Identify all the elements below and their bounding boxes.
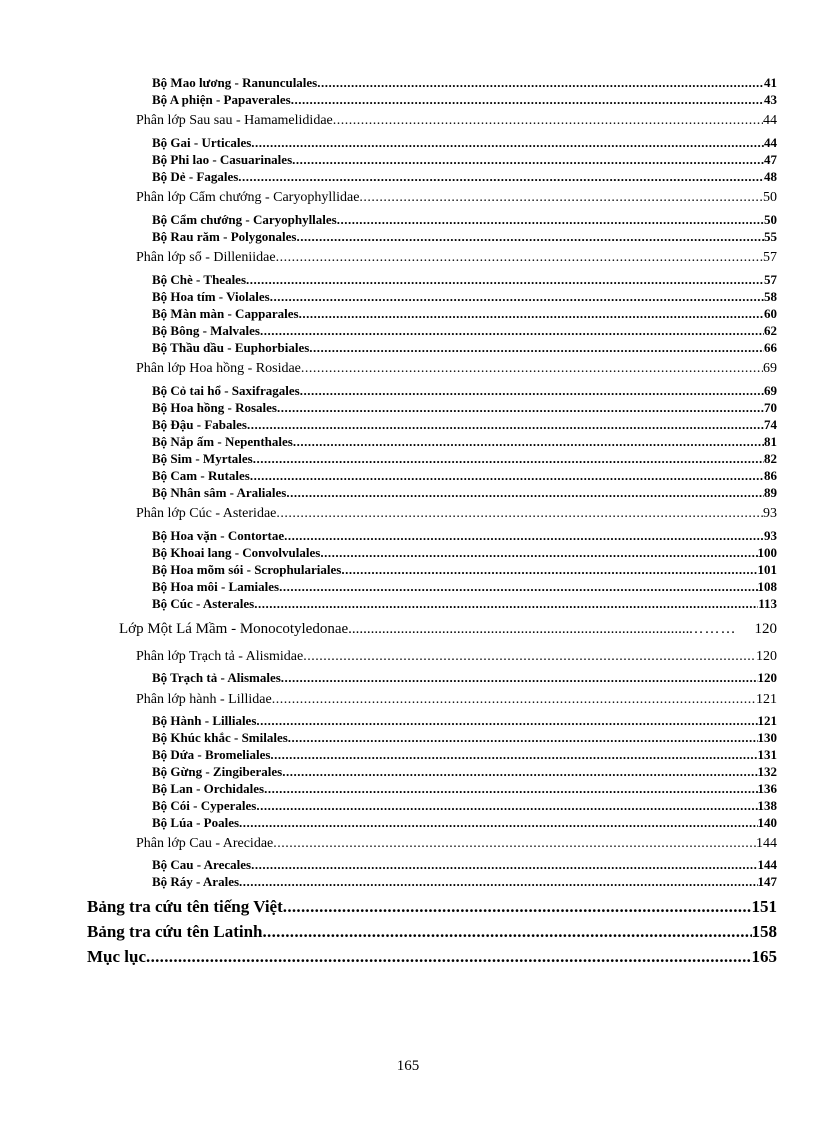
toc-entry-page: 69 xyxy=(763,361,777,376)
toc-order-entry[interactable] xyxy=(152,306,777,322)
toc-entry-label: Bộ Đậu - Fabales xyxy=(152,417,247,432)
toc-entry-label: Bộ Cỏ tai hổ - Saxifragales xyxy=(152,383,300,398)
toc-subclass-entry[interactable] xyxy=(136,649,777,665)
toc-entry-page: 66 xyxy=(764,340,777,355)
toc-subclass-entry[interactable] xyxy=(136,250,777,266)
toc-entry-label: Bộ Thầu dầu - Euphorbiales xyxy=(152,340,310,355)
toc-order-entry[interactable] xyxy=(152,798,777,814)
toc-order-entry[interactable] xyxy=(152,596,777,612)
toc-entry-page: 47 xyxy=(764,152,777,167)
toc-order-entry[interactable] xyxy=(152,152,777,168)
toc-order-entry[interactable] xyxy=(152,874,777,890)
toc-dot-leader xyxy=(281,670,758,686)
toc-entry-label: Bộ Bông - Malvales xyxy=(152,323,260,338)
toc-dot-leader xyxy=(283,897,752,917)
toc-order-entry[interactable] xyxy=(152,857,777,873)
toc-entry-page: 132 xyxy=(757,764,777,779)
toc-dot-leader xyxy=(253,451,764,467)
toc-dot-leader xyxy=(299,306,764,322)
toc-entry-label: Bộ Gai - Urticales xyxy=(152,135,252,150)
toc-section-entry[interactable] xyxy=(87,947,777,967)
toc-entry-label: Phân lớp Sau sau - Hamamelididae xyxy=(136,113,333,128)
toc-dot-leader xyxy=(256,713,757,729)
toc-entry-page: 113 xyxy=(758,596,777,611)
toc-dot-leader xyxy=(309,340,764,356)
toc-dot-leader xyxy=(292,152,764,168)
toc-entry-page: 121 xyxy=(756,692,777,707)
toc-entry-page: 93 xyxy=(763,506,777,521)
toc-order-entry[interactable] xyxy=(152,579,777,595)
toc-dot-leader xyxy=(296,229,764,245)
toc-subclass-entry[interactable] xyxy=(136,190,777,206)
toc-entry-label: Phân lớp Trạch tả - Alismidae xyxy=(136,649,304,664)
toc-dot-leader xyxy=(282,764,757,780)
toc-subclass-entry[interactable] xyxy=(136,361,777,377)
toc-entry-page: 43 xyxy=(764,92,777,107)
toc-entry-label: Phân lớp sổ - Dilleniidae xyxy=(136,250,276,265)
toc-entry-label: Bộ Cẩm chướng - Caryophyllales xyxy=(152,212,337,227)
toc-order-entry[interactable] xyxy=(152,713,777,729)
toc-entry-page: 57 xyxy=(764,272,777,287)
toc-subclass-entry[interactable] xyxy=(136,836,777,852)
toc-dot-leader xyxy=(263,922,752,942)
toc-dot-leader xyxy=(337,212,764,228)
toc-entry-label: Bộ Hành - Lilliales xyxy=(152,713,257,728)
toc-entry-page: 41 xyxy=(764,75,777,90)
toc-entry-page: 86 xyxy=(764,468,777,483)
toc-entry-label: Bộ Cói - Cyperales xyxy=(152,798,257,813)
toc-dot-leader xyxy=(301,361,763,377)
toc-entry-label: Phân lớp hành - Lillidae xyxy=(136,692,272,707)
toc-entry-label: Bộ Hoa vặn - Contortae xyxy=(152,528,285,543)
toc-order-entry[interactable] xyxy=(152,434,777,450)
toc-order-entry[interactable] xyxy=(152,764,777,780)
toc-dot-leader xyxy=(341,562,757,578)
toc-entry-label: Bộ Hoa môi - Lamiales xyxy=(152,579,280,594)
toc-dot-leader xyxy=(293,434,764,450)
toc-section-entry[interactable] xyxy=(87,922,777,942)
toc-entry-page: 74 xyxy=(764,417,777,432)
toc-leader-tail: ……… xyxy=(688,621,737,637)
toc-entry-label: Phân lớp Cúc - Asteridae xyxy=(136,506,277,521)
toc-order-entry[interactable] xyxy=(152,528,777,544)
toc-entry-page: 69 xyxy=(764,383,777,398)
toc-entry-page: 44 xyxy=(764,135,777,150)
toc-order-entry[interactable] xyxy=(152,670,777,686)
toc-dot-leader xyxy=(291,92,764,108)
toc-order-entry[interactable] xyxy=(152,730,777,746)
toc-entry-page: 55 xyxy=(764,229,777,244)
toc-dot-leader xyxy=(256,798,757,814)
toc-dot-leader xyxy=(239,874,757,890)
toc-dot-leader xyxy=(251,857,757,873)
toc-entry-label: Lớp Một Lá Mầm - Monocotyledonae xyxy=(119,621,349,637)
toc-entry-page: 62 xyxy=(764,323,777,338)
toc-dot-leader xyxy=(348,621,688,638)
toc-entry-label: Bảng tra cứu tên Latinh xyxy=(87,922,263,941)
toc-order-entry[interactable] xyxy=(152,75,777,91)
toc-entry-label: Bộ Khoai lang - Convolvulales xyxy=(152,545,321,560)
toc-entry-page: 138 xyxy=(757,798,777,813)
toc-dot-leader xyxy=(276,250,763,266)
toc-dot-leader xyxy=(288,730,758,746)
toc-entry-page: 89 xyxy=(764,485,777,500)
toc-order-entry[interactable] xyxy=(152,747,777,763)
toc-order-entry[interactable] xyxy=(152,485,777,501)
page-number: 165 xyxy=(396,1058,420,1074)
toc-order-entry[interactable] xyxy=(152,815,777,831)
toc-order-entry[interactable] xyxy=(152,417,777,433)
toc-entry-page: 136 xyxy=(757,781,777,796)
toc-dot-leader xyxy=(300,383,764,399)
toc-order-entry[interactable] xyxy=(152,545,777,561)
toc-entry-label: Bộ Cúc - Asterales xyxy=(152,596,255,611)
toc-entry-page: 120 xyxy=(754,621,777,637)
toc-entry-label: Bộ Gừng - Zingiberales xyxy=(152,764,283,779)
toc-entry-page: 120 xyxy=(757,670,777,685)
toc-dot-leader xyxy=(270,747,757,763)
toc-entry-page: 151 xyxy=(751,897,777,916)
toc-order-entry[interactable] xyxy=(152,272,777,288)
toc-dot-leader xyxy=(277,400,764,416)
toc-dot-leader xyxy=(303,649,756,665)
toc-entry-page: 50 xyxy=(763,190,777,205)
toc-dot-leader xyxy=(359,190,763,206)
toc-entry-page: 108 xyxy=(757,579,777,594)
toc-entry-page: 81 xyxy=(764,434,777,449)
toc-dot-leader xyxy=(270,289,764,305)
toc-order-entry[interactable] xyxy=(152,135,777,151)
toc-dot-leader xyxy=(286,485,764,501)
toc-entry-label: Bộ Lúa - Poales xyxy=(152,815,240,830)
toc-subclass-entry[interactable] xyxy=(136,113,777,129)
toc-entry-label: Bộ Lan - Orchidales xyxy=(152,781,265,796)
toc-dot-leader xyxy=(276,506,763,522)
toc-entry-page: 147 xyxy=(757,874,777,889)
toc-order-entry[interactable] xyxy=(152,451,777,467)
toc-dot-leader xyxy=(279,579,757,595)
toc-order-entry[interactable] xyxy=(152,468,777,484)
toc-dot-leader xyxy=(146,947,751,967)
toc-entry-page: 131 xyxy=(757,747,777,762)
toc-subclass-entry[interactable] xyxy=(136,506,777,522)
toc-entry-label: Bộ Sim - Myrtales xyxy=(152,451,253,466)
toc-entry-page: 120 xyxy=(756,649,777,664)
toc-subclass-entry[interactable] xyxy=(136,692,777,708)
toc-entry-label: Bộ Hoa tím - Violales xyxy=(152,289,270,304)
toc-entry-label: Phân lớp Cẩm chướng - Caryophyllidae xyxy=(136,190,360,205)
toc-entry-label: Bộ Dứa - Bromeliales xyxy=(152,747,271,762)
toc-order-entry[interactable] xyxy=(152,400,777,416)
toc-dot-leader xyxy=(251,135,764,151)
toc-order-entry[interactable] xyxy=(152,169,777,185)
toc-entry-page: 165 xyxy=(751,947,777,966)
toc-entry-label: Bộ Cau - Arecales xyxy=(152,857,252,872)
toc-entry-label: Bộ Hoa hồng - Rosales xyxy=(152,400,277,415)
toc-dot-leader xyxy=(317,75,764,91)
toc-entry-label: Bộ Trạch tả - Alismales xyxy=(152,670,281,685)
toc-entry-page: 57 xyxy=(763,250,777,265)
toc-order-entry[interactable] xyxy=(152,229,777,245)
toc-entry-page: 144 xyxy=(756,836,777,851)
toc-entry-page: 101 xyxy=(757,562,777,577)
toc-entry-page: 100 xyxy=(757,545,777,560)
toc-dot-leader xyxy=(239,815,757,831)
toc-entry-label: Bộ Mao lương - Ranunculales xyxy=(152,75,318,90)
toc-class-entry[interactable] xyxy=(119,621,777,638)
toc-entry-page: 130 xyxy=(757,730,777,745)
toc-entry-page: 140 xyxy=(757,815,777,830)
toc-entry-label: Bộ Nhân sâm - Araliales xyxy=(152,485,287,500)
toc-dot-leader xyxy=(264,781,757,797)
toc-entry-label: Bộ Cam - Rutales xyxy=(152,468,250,483)
toc-order-entry[interactable] xyxy=(152,781,777,797)
toc-order-entry[interactable] xyxy=(152,562,777,578)
toc-entry-label: Phân lớp Hoa hồng - Rosidae xyxy=(136,361,301,376)
toc-entry-page: 44 xyxy=(763,113,777,128)
toc-dot-leader xyxy=(320,545,757,561)
toc-order-entry[interactable] xyxy=(152,323,777,339)
toc-entry-page: 82 xyxy=(764,451,777,466)
toc-entry-page: 121 xyxy=(757,713,777,728)
toc-dot-leader xyxy=(247,417,764,433)
toc-entry-page: 70 xyxy=(764,400,777,415)
toc-entry-label: Bộ Màn màn - Capparales xyxy=(152,306,299,321)
toc-entry-page: 60 xyxy=(764,306,777,321)
toc-dot-leader xyxy=(272,692,756,708)
toc-order-entry[interactable] xyxy=(152,289,777,305)
toc-dot-leader xyxy=(250,468,764,484)
toc-entry-label: Bảng tra cứu tên tiếng Việt xyxy=(87,897,283,916)
toc-entry-label: Bộ Hoa mõm sói - Scrophulariales xyxy=(152,562,342,577)
toc-entry-page: 93 xyxy=(764,528,777,543)
toc-entry-page: 158 xyxy=(751,922,777,941)
toc-entry-page: 144 xyxy=(757,857,777,872)
toc-dot-leader xyxy=(246,272,764,288)
toc-entry-label: Bộ Phi lao - Casuarinales xyxy=(152,152,293,167)
toc-dot-leader xyxy=(260,323,764,339)
toc-order-entry[interactable] xyxy=(152,340,777,356)
toc-order-entry[interactable] xyxy=(152,212,777,228)
toc-entry-label: Bộ Dẻ - Fagales xyxy=(152,169,239,184)
toc-entry-page: 48 xyxy=(764,169,777,184)
toc-entry-page: 58 xyxy=(764,289,777,304)
toc-entry-label: Bộ Khúc khắc - Smilales xyxy=(152,730,288,745)
toc-order-entry[interactable] xyxy=(152,383,777,399)
toc-entry-label: Bộ Rau răm - Polygonales xyxy=(152,229,297,244)
toc-dot-leader xyxy=(273,836,756,852)
toc-entry-label: Bộ Nắp ấm - Nepenthales xyxy=(152,434,293,449)
toc-dot-leader xyxy=(238,169,764,185)
toc-section-entry[interactable] xyxy=(87,897,777,917)
toc-entry-page: 50 xyxy=(764,212,777,227)
toc-dot-leader xyxy=(254,596,758,612)
toc-entry-label: Bộ A phiện - Papaverales xyxy=(152,92,291,107)
toc-entry-label: Mục lục xyxy=(87,947,147,966)
toc-order-entry[interactable] xyxy=(152,92,777,108)
toc-dot-leader xyxy=(284,528,764,544)
toc-entry-label: Bộ Chè - Theales xyxy=(152,272,247,287)
toc-entry-label: Phân lớp Cau - Arecidae xyxy=(136,836,274,851)
toc-dot-leader xyxy=(333,113,763,129)
toc-entry-label: Bộ Ráy - Arales xyxy=(152,874,240,889)
